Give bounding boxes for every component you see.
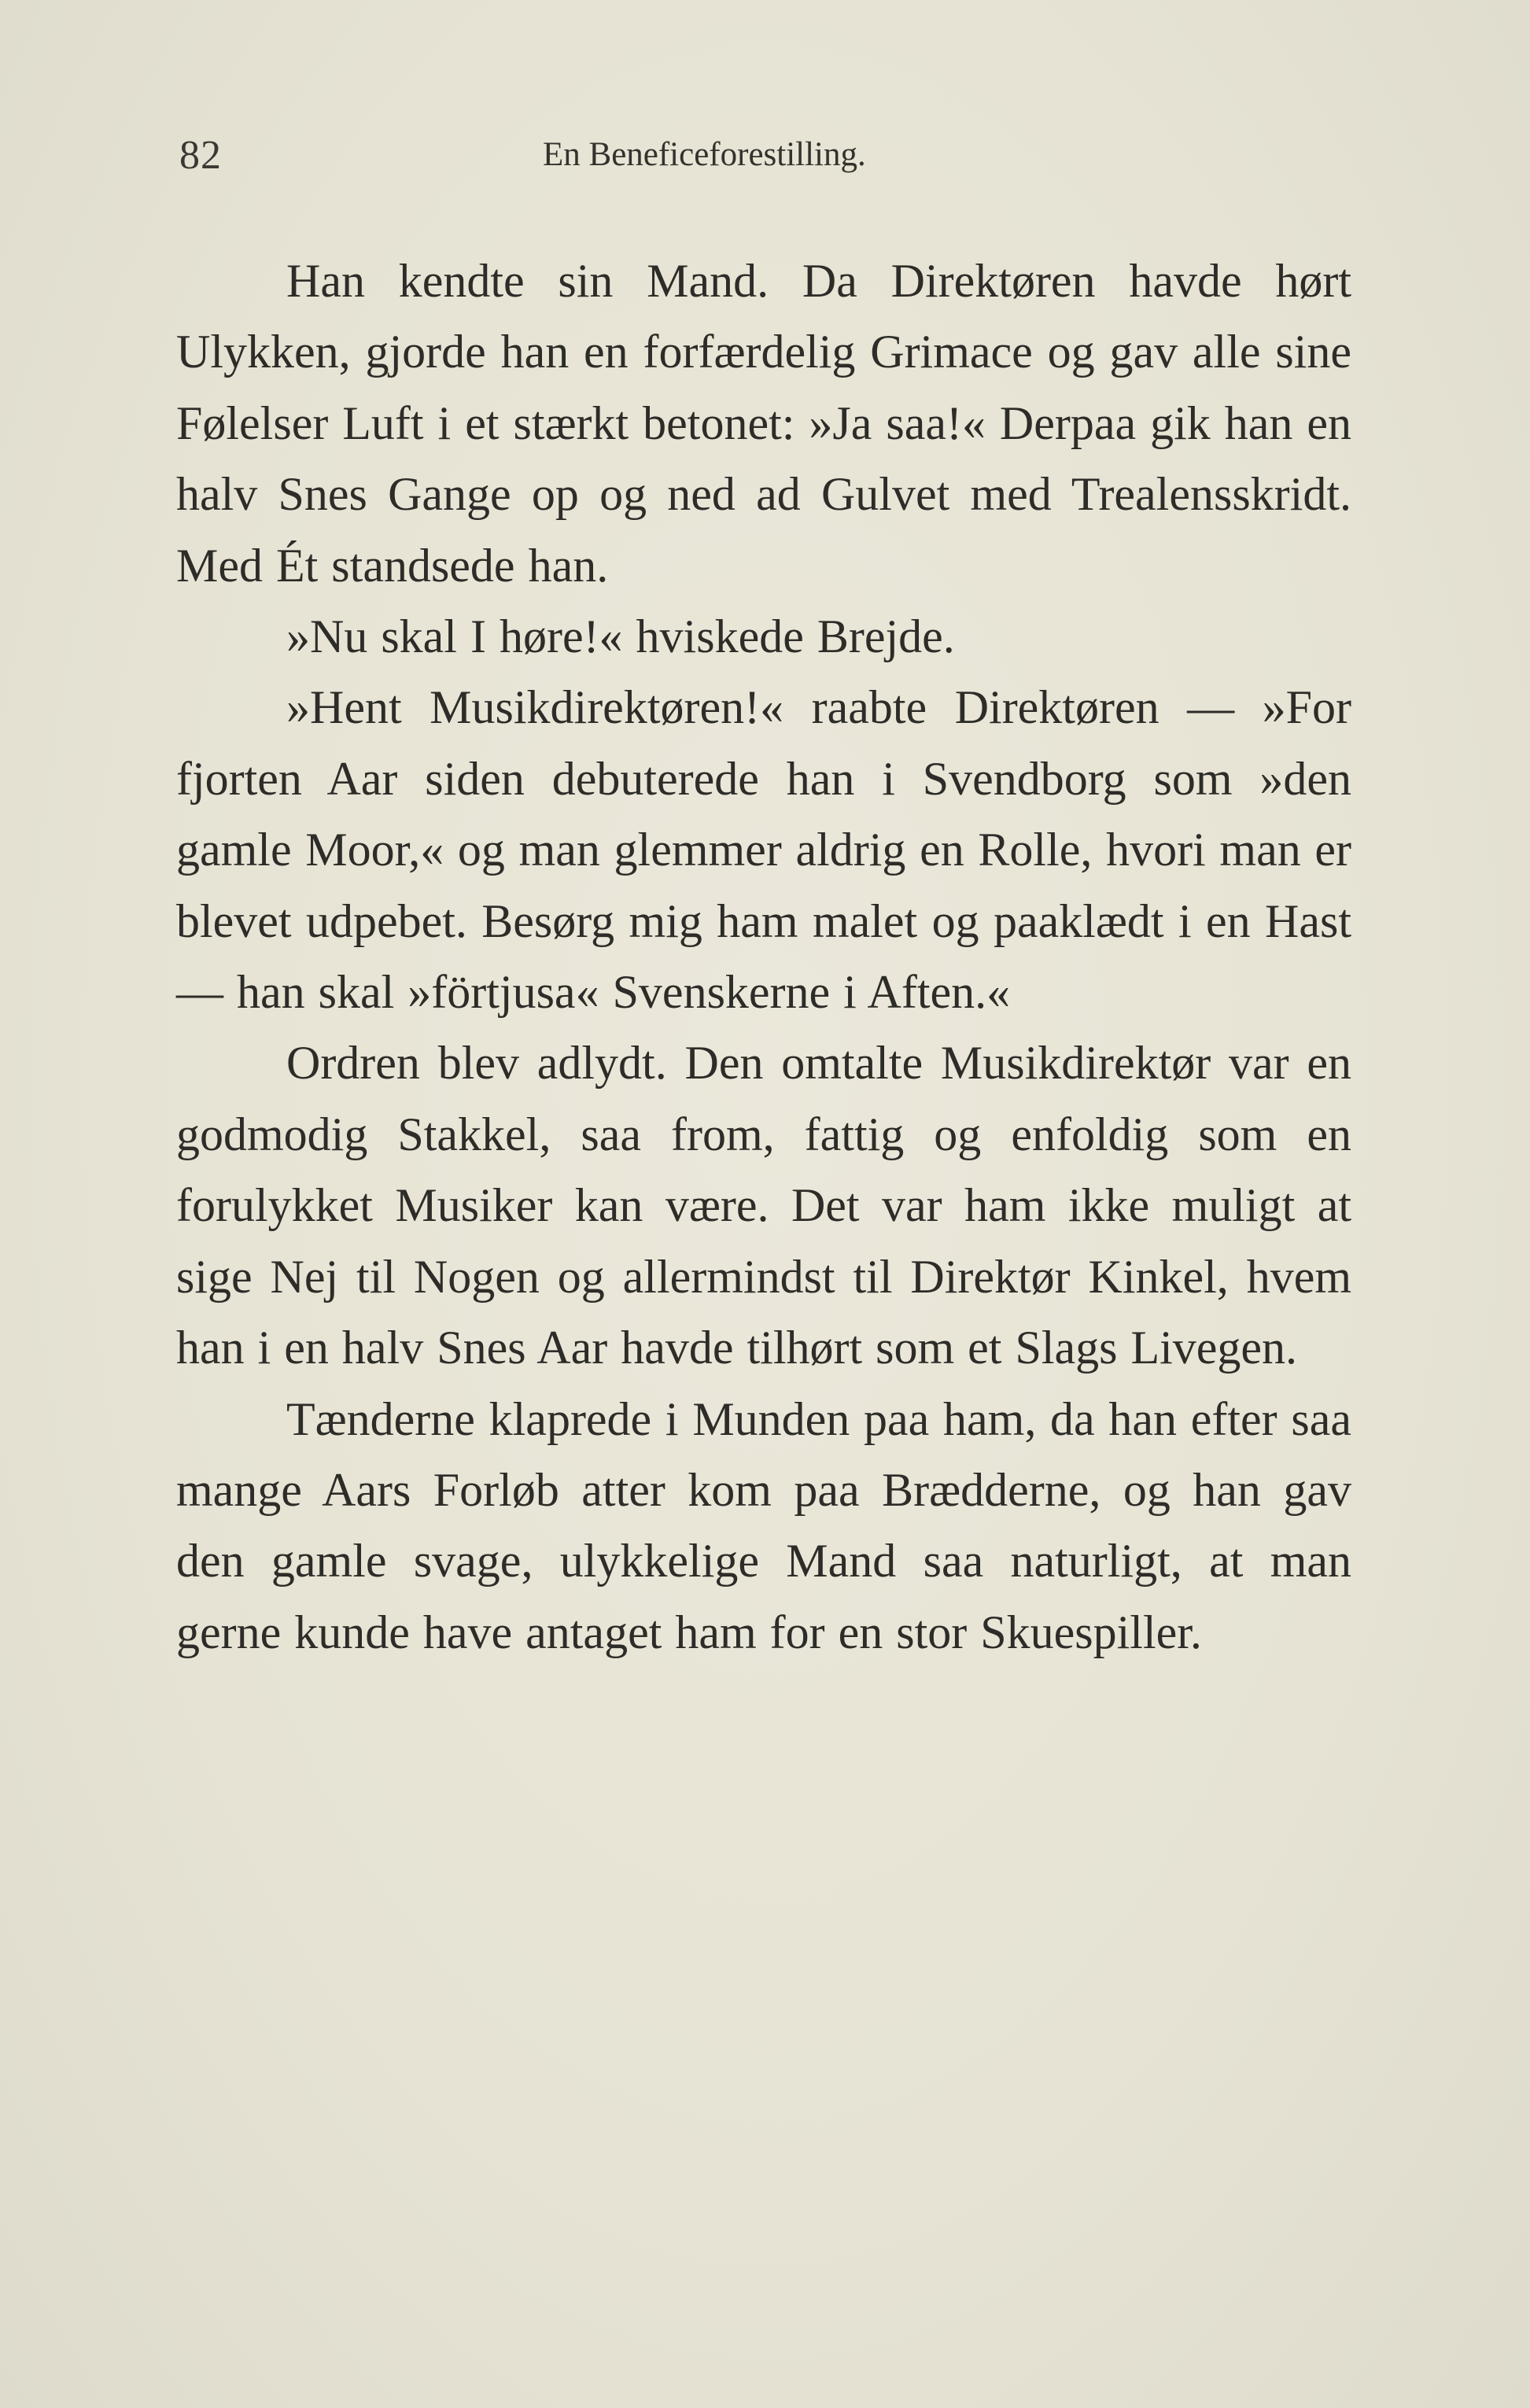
running-title: En Beneficeforestilling.	[543, 136, 866, 173]
page-header	[0, 126, 1530, 189]
paragraph-3: »Hent Musikdirektøren!« raabte Direktøren — »For fjorten Aar siden debuterede han i Svendborg som »den gamle Moor,« og man glemmer aldrig en Rolle, hvori man er blevet udpebet. Besørg mig ham malet og paaklædt i en Hast — han skal »förtjusa« Svenskerne i Aften.«	[176, 681, 1351, 1019]
paragraph-1: Han kendte sin Mand. Da Direktøren havde hørt Ulykken, gjorde han en forfærdelig Grimace og gav alle sine Følelser Luft i et stærkt betonet: »Ja saa!« Derpaa gik han en halv Snes Gange op og ned ad Gulvet med Trealensskridt. Med Ét standsede han.	[176, 255, 1351, 592]
paragraph-4: Ordren blev adlydt. Den omtalte Musikdirektør var en godmodig Stakkel, saa from, fattig og enfoldig som en forulykket Musiker kan være. Det var ham ikke muligt at sige Nej til Nogen og allermindst til Direktør Kinkel, hvem han i en halv Snes Aar havde tilhørt som et Slags Livegen.	[176, 1037, 1351, 1374]
paragraph-5: Tænderne klaprede i Munden paa ham, da han efter saa mange Aars Forløb atter kom paa Brædderne, og han gav den gamle svage, ulykkelige Mand saa naturligt, at man gerne kunde have antaget ham for en stor Skuespiller.	[176, 1392, 1351, 1658]
paragraph-2: »Nu skal I høre!« hviskede Brejde.	[286, 610, 955, 663]
body-text	[176, 245, 1351, 1668]
page-number: 82	[179, 133, 222, 178]
